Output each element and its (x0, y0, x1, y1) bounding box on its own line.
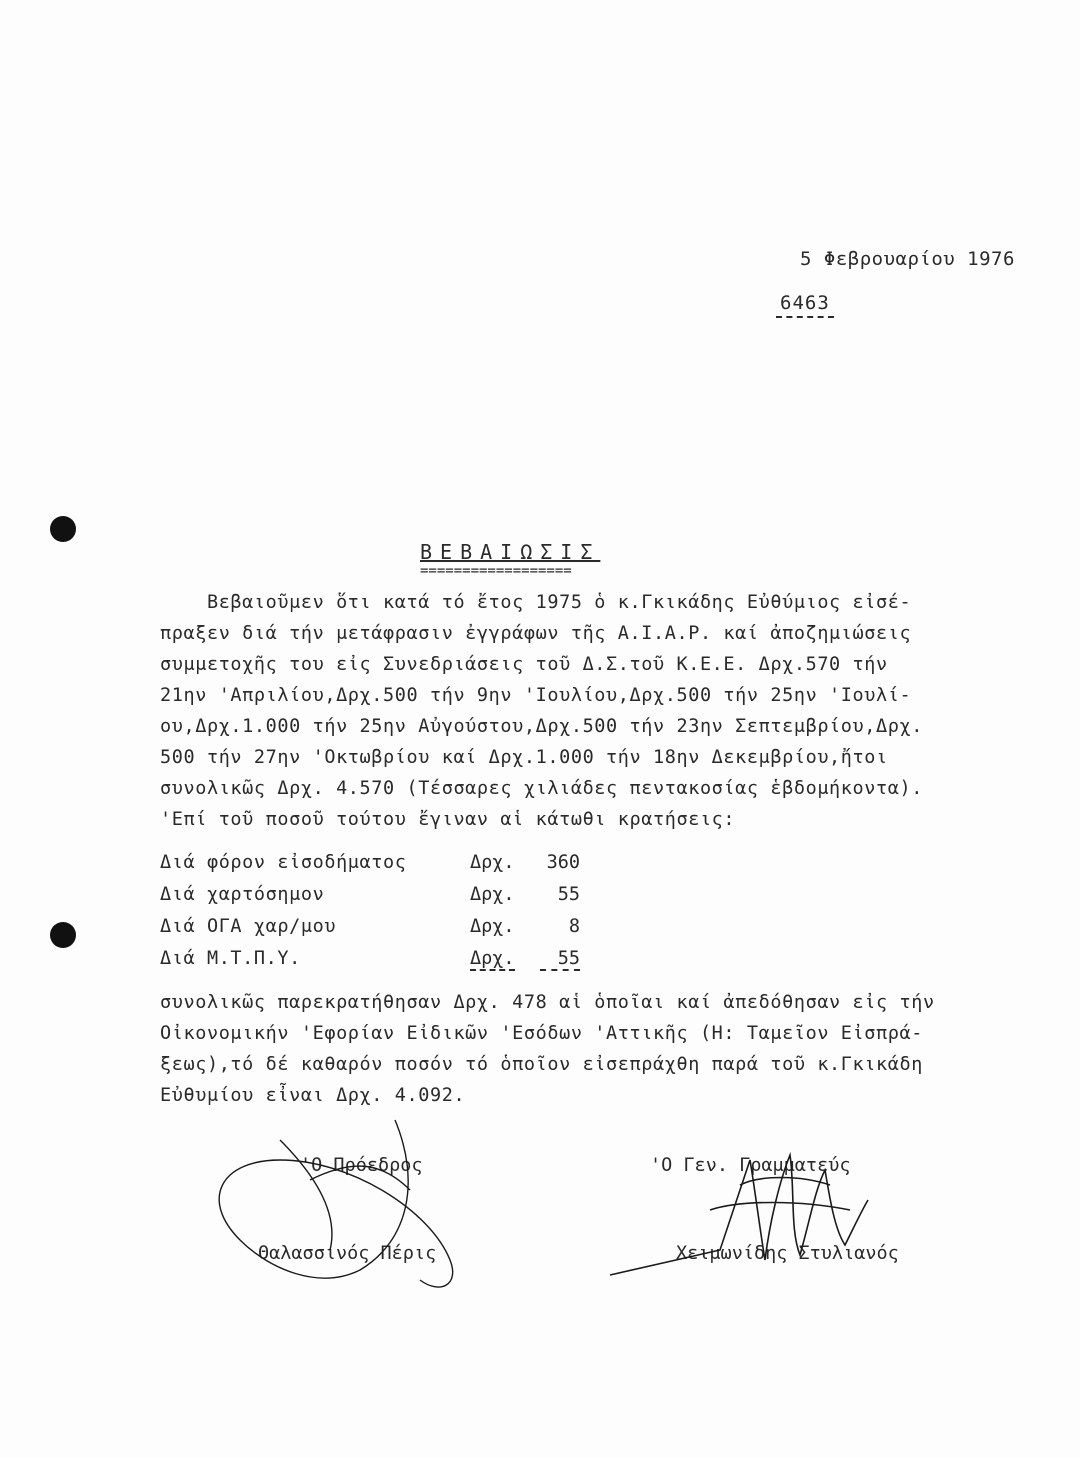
closing-line: συνολικῶς παρεκρατήθησαν Δρχ. 478 αἱ ὁποῖαι καί ἀπεδόθησαν εἰς τήν (160, 992, 935, 1013)
body-line: ου,Δρχ.1.000 τήν 25ην Αὐγούστου,Δρχ.500 τήν 23ην Σεπτεμβρίου,Δρχ. (160, 716, 923, 737)
document-date: 5 Φεβρουαρίου 1976 (800, 248, 1015, 270)
secretary-signature (600, 1130, 880, 1290)
deduction-value: 55 (540, 948, 580, 971)
body-line: 500 τήν 27ην 'Οκτωβρίου καί Δρχ.1.000 τήν 18ην Δεκεμβρίου,ἤτοι (160, 747, 888, 768)
punch-hole (50, 516, 76, 542)
secretary-role: 'Ο Γεν. Γραμματεύς (650, 1155, 851, 1176)
deduction-value: 55 (557, 884, 580, 905)
deduction-label: Διά χαρτόσημον (160, 884, 325, 905)
deduction-currency: Δρχ. (470, 852, 515, 873)
body-paragraph (160, 592, 1030, 830)
closing-line: Οἰκονομικήν 'Εφορίαν Εἰδικῶν 'Εσόδων 'Αττικῆς (Η: Ταμεῖον Εἰσπρά- (160, 1023, 923, 1044)
president-signature (180, 1100, 500, 1300)
closing-line: Εὐθυμίου εἶναι Δρχ. 4.092. (160, 1085, 466, 1106)
president-name: Θαλασσινός Πέρις (258, 1243, 437, 1264)
deduction-currency: Δρχ. (470, 948, 515, 969)
secretary-name: Χειμωνίδης Στυλιανός (676, 1243, 899, 1264)
document-title: ΒΕΒΑΙΩΣΙΣ (420, 540, 601, 564)
punch-hole (50, 922, 76, 948)
protocol-number: 6463 (776, 292, 834, 318)
body-line: Βεβαιοῦμεν ὅτι κατά τό ἔτος 1975 ὁ κ.Γκικάδης Εὐθύμιος εἰσέ- (160, 592, 912, 613)
deduction-currency: Δρχ. (470, 884, 515, 905)
deduction-value: 8 (568, 916, 580, 937)
closing-line: ξεως),τό δέ καθαρόν ποσόν τό ὁποῖον εἰσεπράχθη παρά τοῦ κ.Γκικάδη (160, 1054, 923, 1075)
deduction-currency: Δρχ. (470, 916, 515, 937)
president-role: 'Ο Πρόεδρος (300, 1155, 423, 1176)
deduction-label: Διά Μ.Τ.Π.Υ. (160, 948, 301, 969)
body-line: πραξεν διά τήν μετάφρασιν ἐγγράφων τῆς Α.Ι.Α.Ρ. καί ἀποζημιώσεις (160, 623, 912, 644)
deduction-label: Διά φόρον εἰσοδήματος (160, 852, 407, 873)
body-line: 21ην 'Απριλίου,Δρχ.500 τήν 9ην 'Ιουλίου,Δρχ.500 τήν 25ην 'Ιουλί- (160, 685, 912, 706)
body-line: 'Επί τοῦ ποσοῦ τούτου ἔγιναν αἱ κάτωθι κρατήσεις: (160, 809, 736, 830)
deduction-value: 360 (546, 852, 580, 873)
body-line: συμμετοχῆς του εἰς Συνεδριάσεις τοῦ Δ.Σ.τοῦ Κ.Ε.Ε. Δρχ.570 τήν (160, 654, 888, 675)
deduction-label: Διά ΟΓΑ χαρ/μου (160, 916, 337, 937)
body-line: συνολικῶς Δρχ. 4.570 (Τέσσαρες χιλιάδες πεντακοσίας ἑβδομήκοντα). (160, 778, 923, 799)
title-underline: ================== (420, 563, 572, 579)
